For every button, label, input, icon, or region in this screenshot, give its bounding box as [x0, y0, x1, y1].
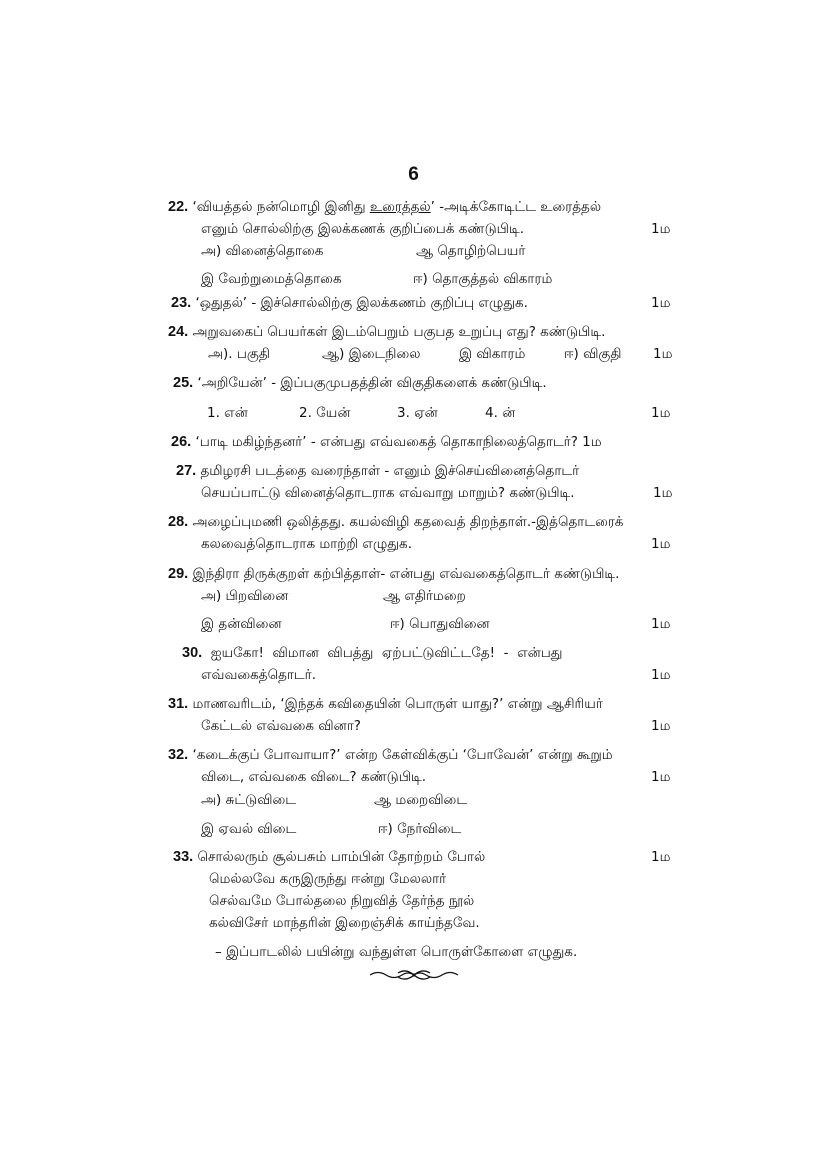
q22-option-a: அ) வினைத்தொகை — [201, 243, 324, 259]
q25-line1 — [173, 374, 547, 392]
q28-number: 28. — [168, 514, 189, 530]
q33-text: சொல்லரும் சூல்பசும் பாம்பின் தோற்றம் போல் — [197, 849, 486, 865]
q24-text: அறுவகைப் பெயர்கள் இடம்பெறும் பகுபத உறுப்பு எது? கண்டுபிடி. — [192, 324, 606, 340]
q29-option-a: அ) பிறவினை — [201, 588, 289, 604]
q27-line2: செயப்பாட்டு வினைத்தொடராக எவ்வாறு மாறும்? கண்டுபிடி. — [201, 485, 575, 501]
q22-text-b: ’ -அடிக்கோடிட்ட உரைத்தல் — [430, 199, 602, 215]
q32-option-d: ஈ) நேர்விடை — [378, 821, 462, 837]
q24-line1 — [168, 323, 605, 341]
q22-line2: எனும் சொல்லிற்கு இலக்கணக் குறிப்பைக் கண்டுபிடி. — [201, 221, 524, 237]
q22-option-d: ஈ) தொகுத்தல் விகாரம் — [413, 271, 553, 287]
q22-text-a: ‘வியத்தல் நன்மொழி இனிது — [192, 199, 370, 215]
q30-line1 — [182, 644, 562, 662]
q24-mark: 1ம — [653, 346, 673, 362]
q26-text: ‘பாடி மகிழ்ந்தனர்’ - என்பது எவ்வகைத் தொகாநிலைத்தொடர்? 1ம — [195, 434, 602, 450]
q29-text: இந்திரா திருக்குறள் கற்பித்தாள்- என்பது எவ்வகைத்தொடர் கண்டுபிடி. — [192, 566, 620, 582]
q22-mark: 1ம — [651, 221, 671, 237]
q25-option-4: 4. ன் — [485, 405, 516, 421]
q29-option-c: இ தன்வினை — [201, 616, 282, 632]
q29-option-d: ஈ) பொதுவினை — [390, 616, 490, 632]
q25-text: ‘அறியேன்’ - இப்பகுமுபதத்தின் விகுதிகளைக் கண்டுபிடி. — [197, 375, 547, 391]
q27-number: 27. — [176, 463, 197, 479]
q28-line2: கலவைத்தொடராக மாற்றி எழுதுக. — [201, 536, 412, 552]
page-number: 6 — [408, 164, 419, 185]
end-ornament — [368, 966, 460, 984]
q23-mark: 1ம — [651, 295, 671, 311]
ornament-left-swirl — [370, 973, 414, 978]
ornament-right-swirl — [414, 973, 458, 978]
q24-option-a: அ). பகுதி — [208, 346, 270, 362]
q28-line1 — [168, 513, 623, 531]
q27-mark: 1ம — [653, 485, 673, 501]
q25-number: 25. — [173, 375, 194, 391]
q32-mark: 1ம — [651, 769, 671, 785]
q32-option-c: இ ஏவல் விடை — [201, 821, 297, 837]
q24-option-c: இ விகாரம் — [459, 346, 526, 362]
q29-line1 — [168, 565, 619, 583]
q27-line1 — [176, 462, 579, 480]
q31-mark: 1ம — [651, 718, 671, 734]
q33-poem-line2: மெல்லவே கருஇருந்து ஈன்று மேலலாா் — [209, 871, 448, 887]
q30-mark: 1ம — [651, 667, 671, 683]
q22-underlined-word: உரைத்தல் — [369, 199, 431, 215]
q22-number: 22. — [168, 199, 189, 215]
q30-text: ஐயகோ! விமான விபத்து ஏற்பட்டுவிட்டதே! - என்பது — [210, 645, 563, 661]
q26-line1 — [171, 433, 602, 451]
q22-option-b: ஆ தொழிற்பெயர் — [416, 243, 526, 259]
q33-poem-line4: கல்விசேர் மாந்தரின் இறைஞ்சிக் காய்ந்தவே. — [209, 915, 480, 931]
q23-line1 — [171, 294, 528, 312]
q30-number: 30. — [182, 645, 203, 661]
q25-option-3: 3. ஏன் — [397, 405, 438, 421]
q29-number: 29. — [168, 566, 189, 582]
q28-text: அழைப்புமணி ஒலித்தது. கயல்விழி கதவைத் திறந்தாள்.-இத்தொடரைக் — [192, 514, 624, 530]
q32-text: ‘கடைக்குப் போவாயா?’ என்ற கேள்விக்குப் ‘போவேன்’ என்று கூறும் — [192, 747, 613, 763]
q32-option-b: ஆ மறைவிடை — [374, 792, 468, 808]
q32-line2: விடை, எவ்வகை விடை? கண்டுபிடி. — [201, 769, 427, 785]
q23-text: ‘ஒதுதல்’ - இச்சொல்லிற்கு இலக்கணம் குறிப்பு எழுதுக. — [195, 295, 528, 311]
q32-number: 32. — [168, 747, 189, 763]
ornament-dot — [412, 973, 415, 976]
q33-line1 — [173, 848, 485, 866]
q30-line2: எவ்வகைத்தொடர். — [201, 667, 317, 683]
ornament-center-right — [414, 971, 430, 979]
q33-poem-line3: செல்வமே போல்தலை நிறுவித் தேர்ந்த நூல் — [209, 893, 475, 909]
q31-line2: கேட்டல் எவ்வகை வினா? — [201, 718, 361, 734]
q24-number: 24. — [168, 324, 189, 340]
q32-option-a: அ) சுட்டுவிடை — [201, 792, 297, 808]
ornament-center-left — [398, 971, 414, 979]
q23-number: 23. — [171, 295, 192, 311]
q29-option-b: ஆ எதிர்மறை — [383, 588, 466, 604]
q25-option-2: 2. யேன் — [299, 405, 351, 421]
q31-text: மாணவரிடம், ‘இந்தக் கவிதையின் பொருள் யாது?’ என்று ஆசிரியர் — [192, 696, 603, 712]
q33-instruction: – இப்பாடலில் பயின்று வந்துள்ள பொருள்கோளை எழுதுக. — [215, 944, 578, 960]
q25-option-1: 1. என் — [207, 405, 248, 421]
q24-option-b: ஆ) இடைநிலை — [322, 346, 421, 362]
q25-mark: 1ம — [651, 405, 671, 421]
q27-text: தமிழரசி படத்தை வரைந்தாள் - எனும் இச்செய்வினைத்தொடர் — [200, 463, 580, 479]
q22-option-c: இ வேற்றுமைத்தொகை — [201, 271, 342, 287]
q33-mark: 1ம — [651, 849, 671, 865]
q33-number: 33. — [173, 849, 194, 865]
q24-option-d: ஈ) விகுதி — [564, 346, 622, 362]
q26-number: 26. — [171, 434, 192, 450]
q32-line1 — [168, 746, 613, 764]
q31-line1 — [168, 695, 603, 713]
q28-mark: 1ம — [651, 536, 671, 552]
q31-number: 31. — [168, 696, 189, 712]
q29-mark: 1ம — [651, 616, 671, 632]
q22-line1 — [168, 198, 601, 216]
